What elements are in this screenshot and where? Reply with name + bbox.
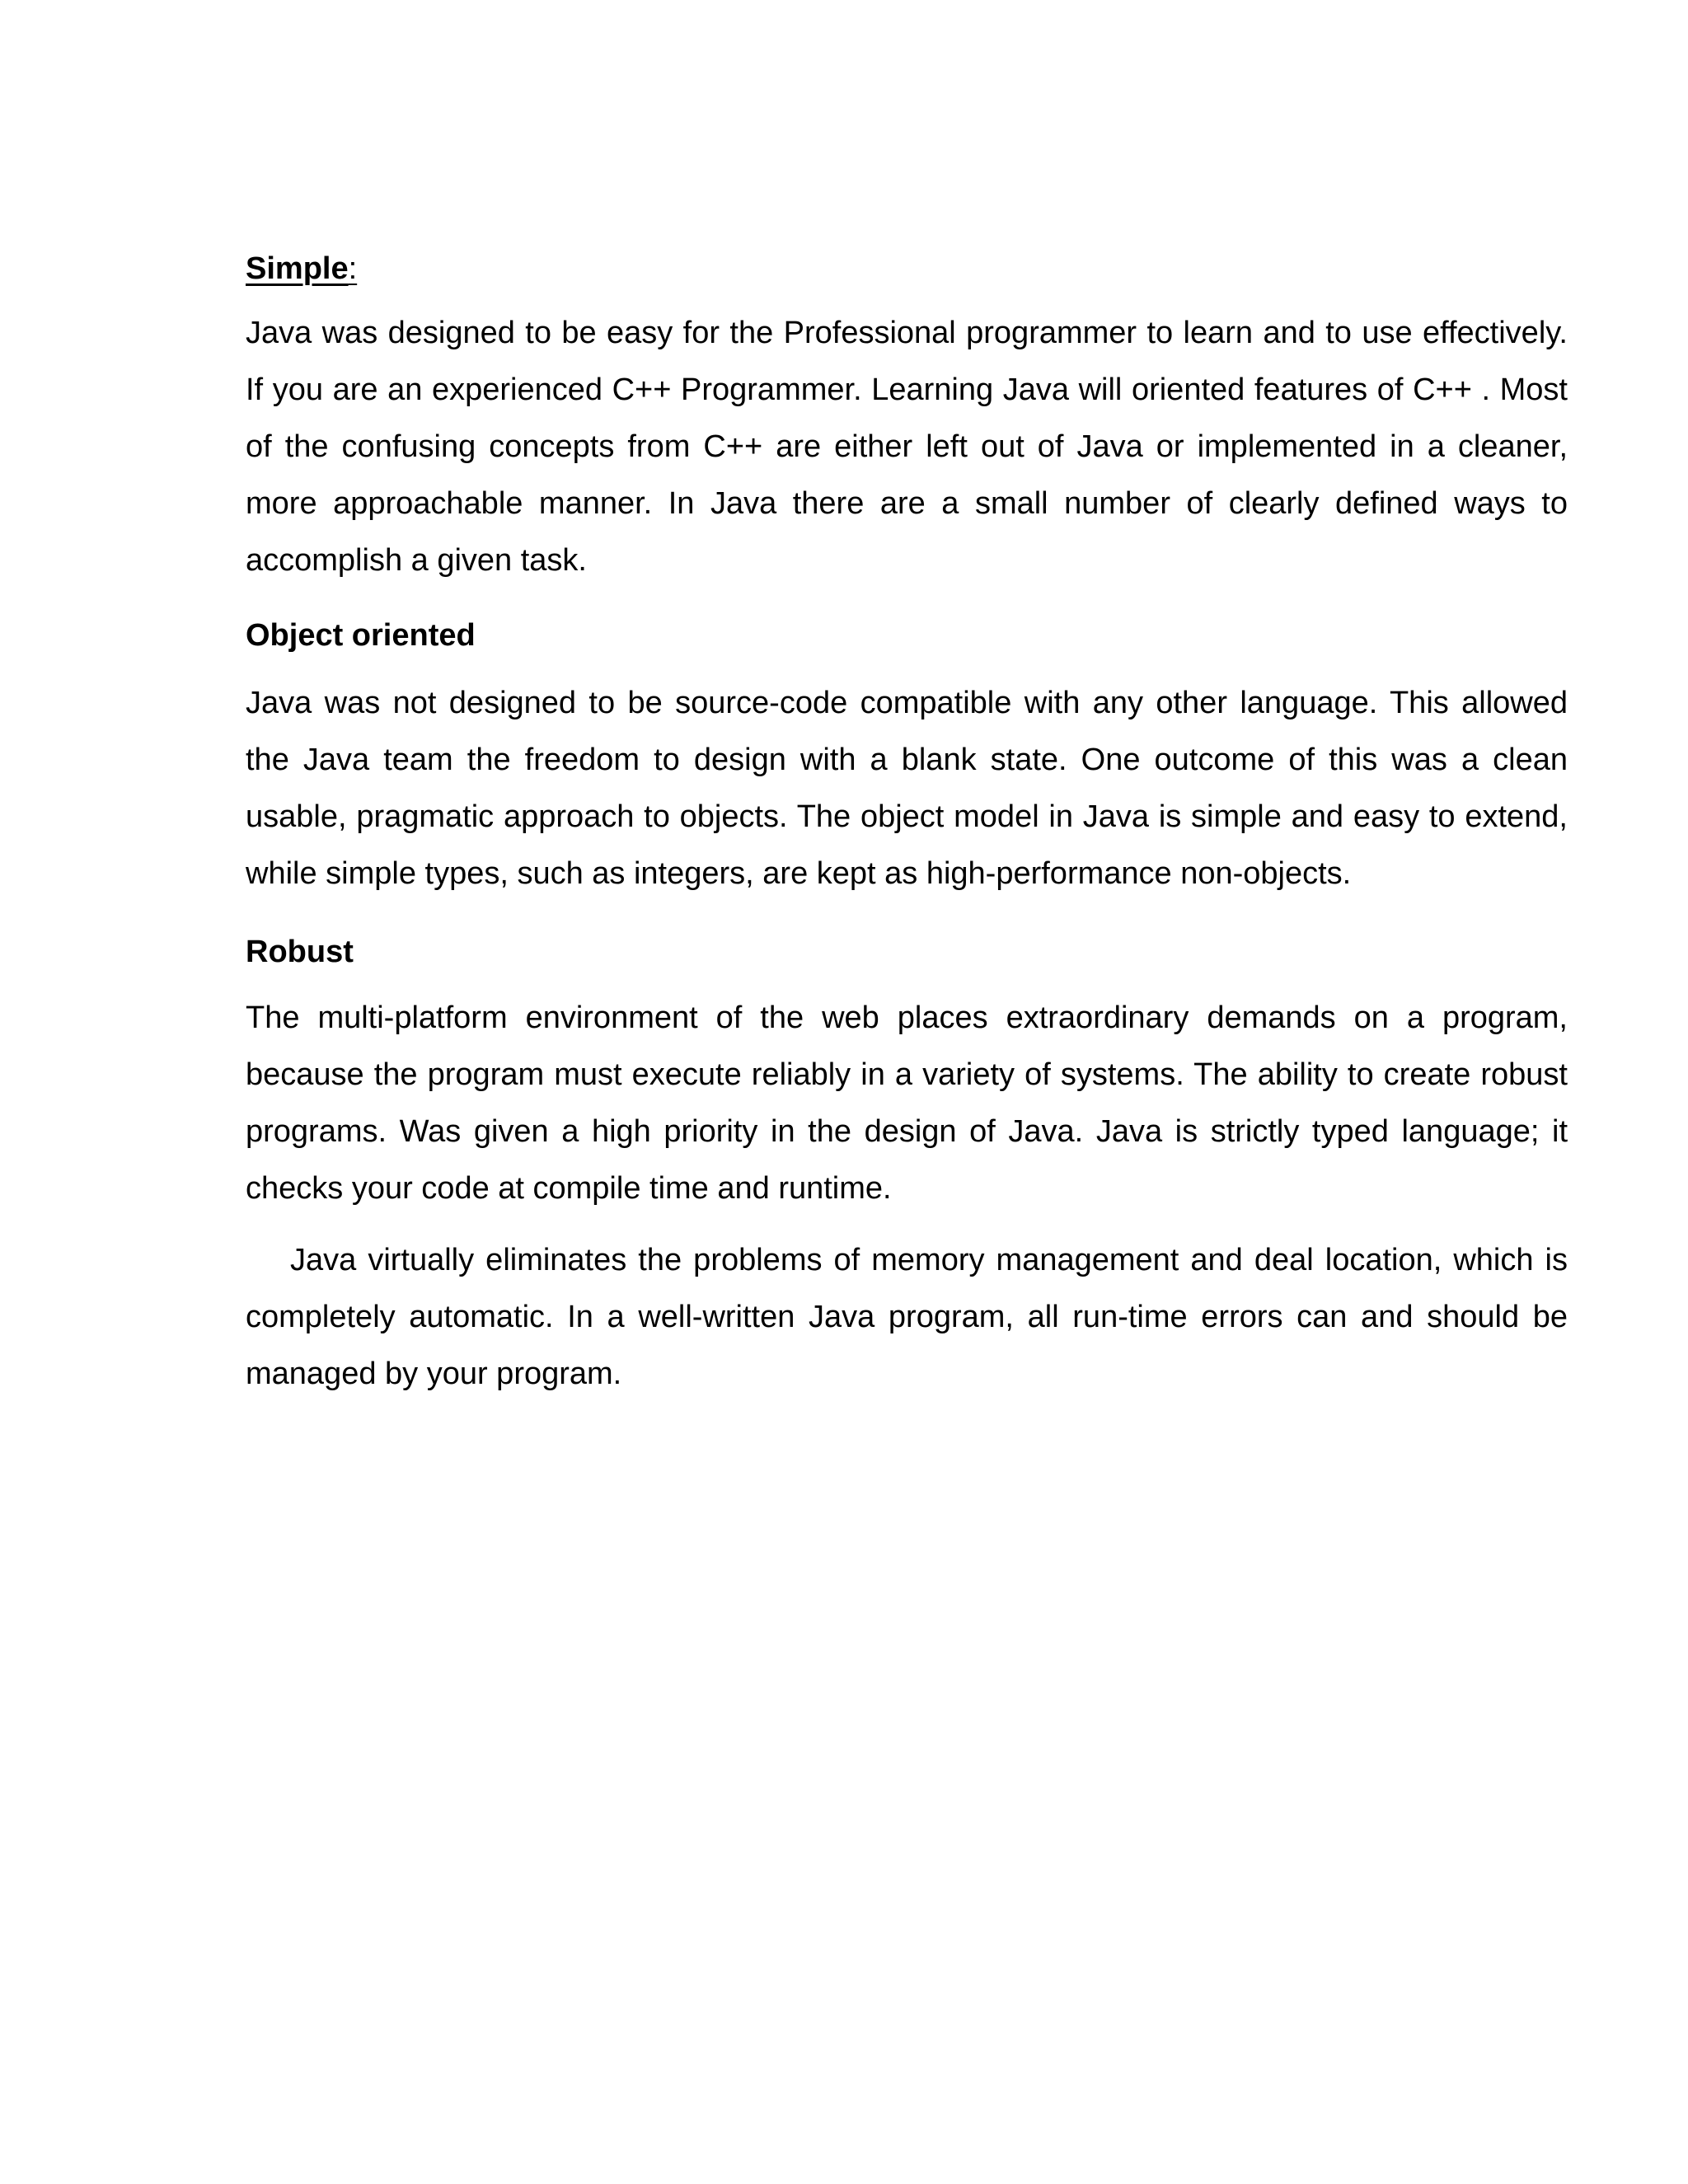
- section-heading-robust: Robust: [246, 935, 354, 969]
- heading-text: Simple: [246, 251, 349, 286]
- section-heading-object-oriented: Object oriented: [246, 618, 476, 653]
- document-body: [246, 249, 1568, 1403]
- heading-colon: :: [348, 251, 358, 286]
- paragraph-robust-1: The multi-platform environment of the web places extraordinary demands on a program, because the program must execute reliably in a variety of systems. The ability to create robust programs. Was given a high priority in the design of Java. Java is strictly typed language; it checks your code at compile time and runtime.: [246, 1001, 1568, 1206]
- paragraph-simple: Java was designed to be easy for the Professional programmer to learn and to use effectively. If you are an experienced C++ Programmer. Learning Java will oriented features of C++ . Most of the confusing concepts from C++ are either left out of Java or implemented in a cleaner, more approachable manner. In Java there are a small number of clearly defined ways to accomplish a given task.: [246, 316, 1568, 578]
- section-heading-simple: [246, 249, 1568, 288]
- paragraph-robust-2: Java virtually eliminates the problems of memory management and deal location, which is completely automatic. In a well-written Java program, all run-time errors can and should be managed by your program.: [246, 1243, 1568, 1391]
- paragraph-object-oriented: Java was not designed to be source-code compatible with any other language. This allowed the Java team the freedom to design with a blank state. One outcome of this was a clean usable, pragmatic approach to objects. The object model in Java is simple and easy to extend, while simple types, such as integers, are kept as high-performance non-objects.: [246, 686, 1568, 891]
